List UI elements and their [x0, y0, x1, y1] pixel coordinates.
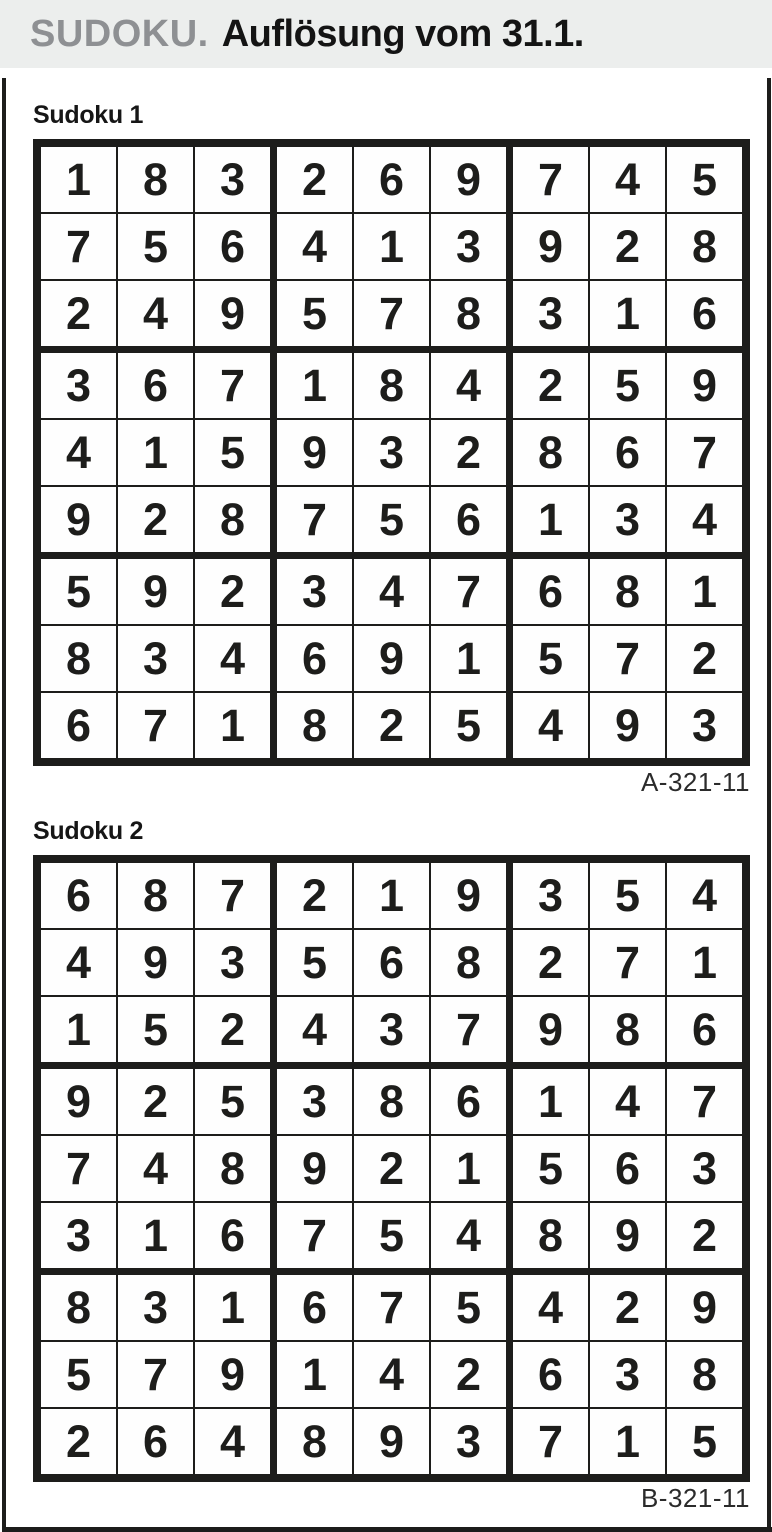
sudoku-cell: 7 [513, 1409, 590, 1474]
right-border-rule [767, 78, 771, 1532]
sudoku-cell: 5 [41, 559, 118, 626]
sudoku-cell: 9 [431, 863, 513, 930]
sudoku-cell: 7 [195, 353, 277, 420]
sudoku-cell: 6 [41, 863, 118, 930]
sudoku-grid-2 [33, 855, 750, 1482]
sudoku-cell: 6 [590, 1136, 667, 1203]
sudoku-cell: 2 [431, 420, 513, 487]
sudoku-cell: 4 [41, 420, 118, 487]
sudoku-cell: 7 [118, 1342, 195, 1409]
puzzle-section-2 [33, 796, 750, 1512]
sudoku-cell: 9 [513, 214, 590, 281]
sudoku-cell: 5 [354, 1203, 431, 1275]
sudoku-cell: 9 [118, 930, 195, 997]
sudoku-cell: 7 [667, 1069, 742, 1136]
sudoku-cell: 6 [195, 214, 277, 281]
sudoku-cell: 9 [354, 626, 431, 693]
sudoku-cell: 4 [590, 1069, 667, 1136]
sudoku-cell: 2 [41, 281, 118, 353]
sudoku-cell: 5 [667, 147, 742, 214]
content-area [0, 68, 772, 1512]
sudoku-cell: 3 [667, 693, 742, 758]
sudoku-cell: 5 [513, 626, 590, 693]
sudoku-cell: 1 [354, 214, 431, 281]
sudoku-cell: 7 [41, 214, 118, 281]
sudoku-cell: 8 [118, 863, 195, 930]
sudoku-cell: 4 [513, 1275, 590, 1342]
sudoku-cell: 1 [590, 281, 667, 353]
sudoku-cell: 8 [195, 487, 277, 559]
sudoku-cell: 9 [354, 1409, 431, 1474]
sudoku-cell: 1 [195, 693, 277, 758]
sudoku-cell: 2 [431, 1342, 513, 1409]
sudoku-cell: 6 [277, 1275, 354, 1342]
sudoku-cell: 6 [118, 353, 195, 420]
sudoku-cell: 7 [195, 863, 277, 930]
sudoku-cell: 1 [277, 353, 354, 420]
puzzle-1-label: Sudoku 1 [33, 101, 144, 129]
sudoku-cell: 1 [118, 1203, 195, 1275]
sudoku-cell: 4 [277, 214, 354, 281]
sudoku-cell: 9 [41, 1069, 118, 1136]
sudoku-cell: 3 [41, 1203, 118, 1275]
sudoku-cell: 4 [195, 626, 277, 693]
sudoku-cell: 6 [431, 1069, 513, 1136]
sudoku-cell: 1 [195, 1275, 277, 1342]
bottom-border-rule [4, 1527, 772, 1532]
sudoku-grid-1 [33, 139, 750, 766]
sudoku-cell: 5 [431, 693, 513, 758]
sudoku-cell: 7 [513, 147, 590, 214]
sudoku-cell: 9 [195, 281, 277, 353]
sudoku-cell: 6 [590, 420, 667, 487]
sudoku-cell: 5 [195, 420, 277, 487]
sudoku-cell: 8 [431, 930, 513, 997]
sudoku-cell: 1 [118, 420, 195, 487]
sudoku-cell: 1 [431, 626, 513, 693]
sudoku-cell: 5 [41, 1342, 118, 1409]
sudoku-cell: 7 [277, 1203, 354, 1275]
sudoku-cell: 9 [118, 559, 195, 626]
sudoku-cell: 3 [513, 863, 590, 930]
sudoku-cell: 5 [118, 214, 195, 281]
sudoku-cell: 2 [590, 1275, 667, 1342]
sudoku-cell: 4 [118, 281, 195, 353]
sudoku-cell: 3 [277, 1069, 354, 1136]
sudoku-cell: 8 [277, 1409, 354, 1474]
sudoku-cell: 5 [667, 1409, 742, 1474]
sudoku-cell: 2 [277, 147, 354, 214]
sudoku-cell: 8 [41, 626, 118, 693]
sudoku-cell: 8 [354, 353, 431, 420]
sudoku-cell: 3 [118, 1275, 195, 1342]
sudoku-cell: 8 [195, 1136, 277, 1203]
sudoku-cell: 9 [195, 1342, 277, 1409]
sudoku-cell: 3 [118, 626, 195, 693]
sudoku-cell: 7 [590, 626, 667, 693]
sudoku-cell: 4 [667, 487, 742, 559]
sudoku-cell: 8 [590, 997, 667, 1069]
sudoku-cell: 5 [513, 1136, 590, 1203]
sudoku-cell: 1 [667, 559, 742, 626]
sudoku-cell: 7 [41, 1136, 118, 1203]
sudoku-cell: 4 [195, 1409, 277, 1474]
sudoku-cell: 3 [513, 281, 590, 353]
sudoku-cell: 4 [667, 863, 742, 930]
sudoku-cell: 2 [354, 1136, 431, 1203]
sudoku-cell: 7 [667, 420, 742, 487]
sudoku-cell: 5 [277, 281, 354, 353]
sudoku-cell: 9 [590, 693, 667, 758]
sudoku-cell: 4 [431, 1203, 513, 1275]
sudoku-cell: 8 [590, 559, 667, 626]
sudoku-cell: 3 [431, 214, 513, 281]
sudoku-cell: 6 [118, 1409, 195, 1474]
sudoku-cell: 1 [667, 930, 742, 997]
sudoku-cell: 1 [431, 1136, 513, 1203]
header-bar [0, 0, 772, 68]
sudoku-cell: 1 [277, 1342, 354, 1409]
sudoku-cell: 4 [590, 147, 667, 214]
sudoku-cell: 4 [513, 693, 590, 758]
sudoku-cell: 9 [590, 1203, 667, 1275]
sudoku-cell: 2 [667, 1203, 742, 1275]
sudoku-cell: 3 [667, 1136, 742, 1203]
sudoku-cell: 5 [277, 930, 354, 997]
sudoku-cell: 9 [277, 420, 354, 487]
sudoku-cell: 4 [431, 353, 513, 420]
sudoku-cell: 6 [513, 559, 590, 626]
sudoku-cell: 7 [354, 1275, 431, 1342]
sudoku-cell: 9 [277, 1136, 354, 1203]
sudoku-cell: 1 [41, 997, 118, 1069]
left-border-rule [2, 78, 6, 1532]
sudoku-cell: 3 [431, 1409, 513, 1474]
sudoku-cell: 2 [195, 997, 277, 1069]
sudoku-cell: 8 [277, 693, 354, 758]
sudoku-cell: 2 [118, 1069, 195, 1136]
sudoku-cell: 5 [590, 353, 667, 420]
sudoku-cell: 7 [431, 559, 513, 626]
sudoku-cell: 9 [431, 147, 513, 214]
sudoku-cell: 7 [118, 693, 195, 758]
sudoku-cell: 3 [590, 487, 667, 559]
sudoku-cell: 2 [195, 559, 277, 626]
sudoku-cell: 8 [513, 1203, 590, 1275]
sudoku-cell: 8 [667, 1342, 742, 1409]
puzzle-section-1 [33, 68, 750, 796]
sudoku-cell: 2 [667, 626, 742, 693]
sudoku-cell: 5 [118, 997, 195, 1069]
sudoku-cell: 9 [513, 997, 590, 1069]
sudoku-cell: 1 [41, 147, 118, 214]
sudoku-cell: 6 [667, 997, 742, 1069]
sudoku-cell: 3 [195, 147, 277, 214]
sudoku-cell: 3 [41, 353, 118, 420]
sudoku-cell: 5 [431, 1275, 513, 1342]
sudoku-cell: 7 [354, 281, 431, 353]
sudoku-cell: 8 [354, 1069, 431, 1136]
sudoku-cell: 2 [354, 693, 431, 758]
sudoku-cell: 3 [590, 1342, 667, 1409]
sudoku-cell: 6 [354, 147, 431, 214]
sudoku-cell: 4 [41, 930, 118, 997]
puzzle-1-code: A-321-11 [640, 767, 750, 797]
sudoku-cell: 9 [41, 487, 118, 559]
puzzle-2-code: B-321-11 [640, 1483, 750, 1513]
sudoku-cell: 6 [277, 626, 354, 693]
sudoku-cell: 8 [118, 147, 195, 214]
sudoku-cell: 3 [277, 559, 354, 626]
sudoku-cell: 4 [354, 559, 431, 626]
sudoku-cell: 6 [667, 281, 742, 353]
sudoku-cell: 1 [513, 1069, 590, 1136]
sudoku-cell: 5 [590, 863, 667, 930]
sudoku-cell: 7 [590, 930, 667, 997]
section-brand: SUDOKU. [30, 12, 209, 55]
sudoku-cell: 2 [41, 1409, 118, 1474]
sudoku-cell: 4 [118, 1136, 195, 1203]
sudoku-cell: 6 [195, 1203, 277, 1275]
sudoku-cell: 6 [41, 693, 118, 758]
sudoku-cell: 1 [590, 1409, 667, 1474]
sudoku-cell: 1 [354, 863, 431, 930]
sudoku-cell: 4 [354, 1342, 431, 1409]
sudoku-cell: 8 [431, 281, 513, 353]
sudoku-cell: 6 [513, 1342, 590, 1409]
sudoku-cell: 5 [195, 1069, 277, 1136]
sudoku-cell: 7 [277, 487, 354, 559]
sudoku-cell: 2 [118, 487, 195, 559]
sudoku-cell: 8 [41, 1275, 118, 1342]
sudoku-cell: 3 [354, 997, 431, 1069]
sudoku-cell: 3 [195, 930, 277, 997]
sudoku-cell: 6 [431, 487, 513, 559]
puzzle-2-label: Sudoku 2 [33, 817, 144, 845]
sudoku-cell: 2 [590, 214, 667, 281]
sudoku-cell: 8 [667, 214, 742, 281]
sudoku-cell: 6 [354, 930, 431, 997]
sudoku-cell: 8 [513, 420, 590, 487]
page-title: Auflösung vom 31.1. [221, 12, 584, 55]
sudoku-cell: 4 [277, 997, 354, 1069]
sudoku-cell: 2 [513, 930, 590, 997]
sudoku-cell: 5 [354, 487, 431, 559]
sudoku-cell: 2 [277, 863, 354, 930]
sudoku-cell: 7 [431, 997, 513, 1069]
sudoku-cell: 9 [667, 353, 742, 420]
sudoku-cell: 9 [667, 1275, 742, 1342]
sudoku-cell: 2 [513, 353, 590, 420]
sudoku-cell: 3 [354, 420, 431, 487]
sudoku-cell: 1 [513, 487, 590, 559]
